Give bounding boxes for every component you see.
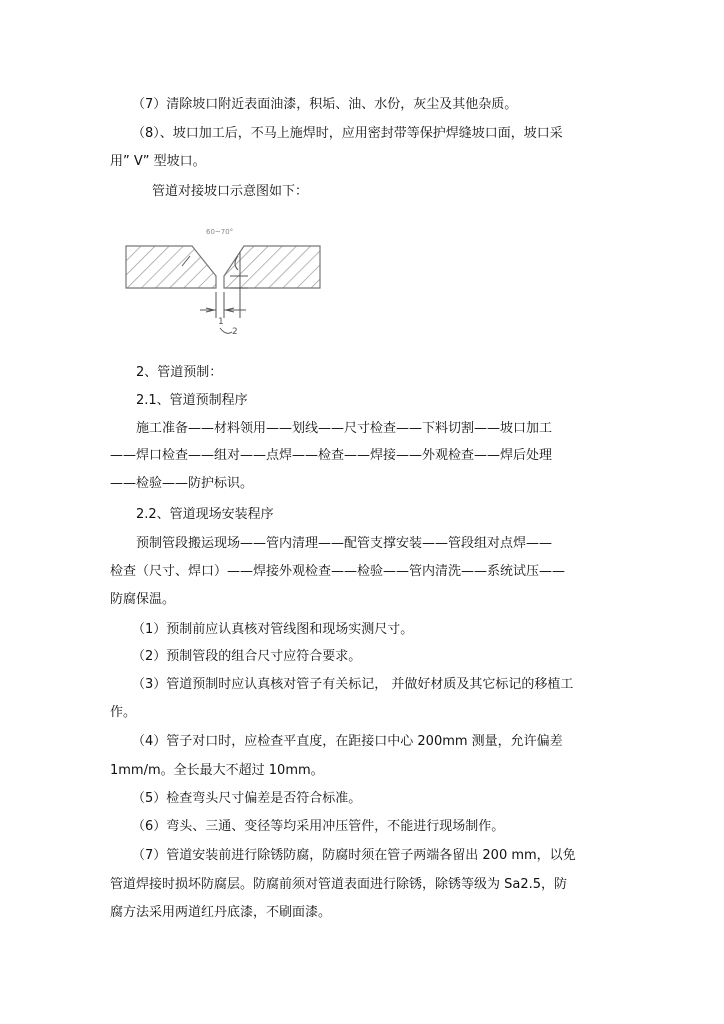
paragraph-line: 防腐保温。 xyxy=(110,592,176,607)
section-heading: 2、管道预制： xyxy=(136,365,223,380)
paragraph-line: 管道对接坡口示意图如下： xyxy=(152,184,309,199)
paragraph-line: （1）预制前应认真核对管线图和现场实测尺寸。 xyxy=(132,622,414,637)
bevel-angle-label: 60~70° xyxy=(206,228,234,236)
paragraph-line: 检查（尺寸、焊口）——焊接外观检查——检验——管内清洗——系统试压—— xyxy=(110,564,566,579)
paragraph-line: ——焊口检查——组对——点焊——检查——焊接——外观检查——焊后处理 xyxy=(110,448,553,463)
root-dimension-label: 2 xyxy=(232,327,238,337)
paragraph-line: 管道焊接时损坏防腐层。防腐前须对管道表面进行除锈，除锈等级为 Sa2.5，防 xyxy=(110,877,568,892)
paragraph-line: ——检验——防护标识。 xyxy=(110,476,254,491)
paragraph-line: （4）管子对口时，应检查平直度，在距接口中心 200mm 测量，允许偏差 xyxy=(132,734,563,749)
paragraph-line: （2）预制管段的组合尺寸应符合要求。 xyxy=(132,649,362,664)
paragraph-line: 作。 xyxy=(110,705,137,720)
left-pipe-section xyxy=(126,246,216,288)
right-pipe-section xyxy=(224,246,320,288)
section-heading: 2.1、管道预制程序 xyxy=(136,393,248,408)
paragraph-line: （7）管道安装前进行除锈防腐，防腐时须在管子两端各留出 200 mm，以免 xyxy=(132,848,576,863)
paragraph-line: 1mm/m。全长最大不超过 10mm。 xyxy=(110,763,324,778)
paragraph-line: 预制管段搬运现场——管内清理——配管支撑安装——管段组对点焊—— xyxy=(136,536,553,551)
paragraph-line: 腐方法采用两道红丹底漆，不刷面漆。 xyxy=(110,905,332,920)
paragraph-line: （3）管道预制时应认真核对管子有关标记， 并做好材质及其它标记的移植工 xyxy=(132,677,574,692)
paragraph-line: （7）清除坡口附近表面油漆，积垢、油、水份，灰尘及其他杂质。 xyxy=(132,97,518,112)
section-heading: 2.2、管道现场安装程序 xyxy=(136,507,274,522)
paragraph-line: 施工准备——材料领用——划线——尺寸检查——下料切割——坡口加工 xyxy=(136,421,553,436)
paragraph-line: （5）检查弯头尺寸偏差是否符合标准。 xyxy=(132,791,362,806)
paragraph-line: （6）弯头、三通、变径等均采用冲压管件，不能进行现场制作。 xyxy=(132,819,505,834)
bevel-joint-diagram xyxy=(122,222,322,342)
gap-dimension-label: 1 xyxy=(218,317,224,327)
paragraph-line: （8）、坡口加工后，不马上施焊时，应用密封带等保护焊缝坡口面，坡口采 xyxy=(132,126,563,141)
paragraph-line: 用” V” 型坡口。 xyxy=(110,154,206,169)
